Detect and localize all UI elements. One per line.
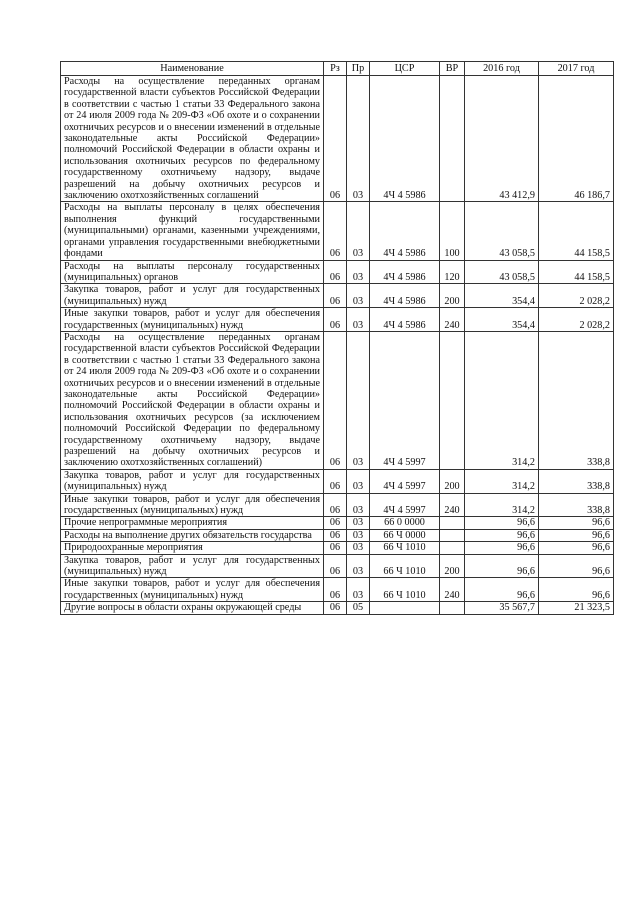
row-2016: 96,6 [465, 578, 539, 602]
row-2017: 338,8 [539, 331, 614, 469]
row-vr: 200 [440, 284, 465, 308]
row-2016: 354,4 [465, 308, 539, 332]
row-rz: 06 [324, 202, 347, 260]
table-row [61, 284, 614, 308]
row-name: Иные закупки товаров, работ и услуг для обеспечения государственных (муниципальных) нужд [61, 578, 324, 602]
row-2017: 96,6 [539, 554, 614, 578]
row-pr: 05 [347, 602, 370, 614]
row-2017: 2 028,2 [539, 284, 614, 308]
row-vr: 120 [440, 260, 465, 284]
row-rz: 06 [324, 469, 347, 493]
row-2016: 96,6 [465, 554, 539, 578]
row-csr: 66 Ч 0000 [370, 529, 440, 541]
header-csr: ЦСР [370, 62, 440, 76]
row-2016: 43 058,5 [465, 202, 539, 260]
row-2017: 44 158,5 [539, 202, 614, 260]
row-vr [440, 331, 465, 469]
row-2017: 96,6 [539, 578, 614, 602]
header-2016: 2016 год [465, 62, 539, 76]
header-vr: ВР [440, 62, 465, 76]
row-2016: 354,4 [465, 284, 539, 308]
table-row [61, 542, 614, 554]
row-2016: 314,2 [465, 469, 539, 493]
row-vr: 240 [440, 308, 465, 332]
row-csr: 4Ч 4 5986 [370, 308, 440, 332]
row-vr [440, 542, 465, 554]
row-vr [440, 517, 465, 529]
row-vr [440, 529, 465, 541]
row-name: Закупка товаров, работ и услуг для государственных (муниципальных) нужд [61, 284, 324, 308]
row-2016: 96,6 [465, 542, 539, 554]
row-pr: 03 [347, 493, 370, 517]
row-2017: 96,6 [539, 542, 614, 554]
table-row [61, 331, 614, 469]
row-rz: 06 [324, 284, 347, 308]
row-2016: 96,6 [465, 517, 539, 529]
row-pr: 03 [347, 517, 370, 529]
row-name: Расходы на выплаты персоналу государственных (муниципальных) органов [61, 260, 324, 284]
row-csr: 4Ч 4 5997 [370, 331, 440, 469]
row-pr: 03 [347, 542, 370, 554]
row-2016: 35 567,7 [465, 602, 539, 614]
row-name: Другие вопросы в области охраны окружающей среды [61, 602, 324, 614]
row-2016: 43 058,5 [465, 260, 539, 284]
row-csr: 4Ч 4 5986 [370, 260, 440, 284]
row-rz: 06 [324, 517, 347, 529]
row-name: Природоохранные мероприятия [61, 542, 324, 554]
row-csr: 4Ч 4 5986 [370, 76, 440, 202]
row-name: Расходы на осуществление переданных органам государственной власти субъектов Российской Федерации в соответствии с частью 1 статьи 33 Федерального закона от 24 июля 2009 года № 209-ФЗ «Об охоте и о сохранении охотничьих ресурсов и о внесении изменений в отдельные законодательные акты Российской Федерации» полномочий Российской Федерации в области охраны и использования охотничьих ресурсов (за исключением полномочий Российской Федерации по федеральному государственному охотничьему надзору, выдаче разрешений на добычу охотничьих ресурсов и заключению охотхозяйственных соглашений) [61, 331, 324, 469]
table-row [61, 578, 614, 602]
row-pr: 03 [347, 578, 370, 602]
row-2016: 96,6 [465, 529, 539, 541]
row-pr: 03 [347, 529, 370, 541]
row-pr: 03 [347, 260, 370, 284]
row-rz: 06 [324, 493, 347, 517]
row-pr: 03 [347, 76, 370, 202]
row-2017: 96,6 [539, 517, 614, 529]
header-pr: Пр [347, 62, 370, 76]
row-pr: 03 [347, 469, 370, 493]
row-vr: 200 [440, 554, 465, 578]
row-name: Иные закупки товаров, работ и услуг для обеспечения государственных (муниципальных) нужд [61, 308, 324, 332]
row-vr: 240 [440, 578, 465, 602]
row-vr: 200 [440, 469, 465, 493]
header-2017: 2017 год [539, 62, 614, 76]
row-name: Иные закупки товаров, работ и услуг для обеспечения государственных (муниципальных) нужд [61, 493, 324, 517]
row-pr: 03 [347, 308, 370, 332]
row-rz: 06 [324, 542, 347, 554]
row-name: Расходы на выплаты персоналу в целях обеспечения выполнения функций государственными (муниципальными) органами, казенными учреждениями, органами управления государственными внебюджетными фондами [61, 202, 324, 260]
row-2017: 96,6 [539, 529, 614, 541]
row-2017: 44 158,5 [539, 260, 614, 284]
table-row [61, 529, 614, 541]
row-rz: 06 [324, 331, 347, 469]
row-name: Расходы на осуществление переданных органам государственной власти субъектов Российской Федерации в соответствии с частью 1 статьи 33 Федерального закона от 24 июля 2009 года № 209-ФЗ «Об охоте и о сохранении охотничьих ресурсов и о внесении изменений в отдельные законодательные акты Российской Федерации» полномочий Российской Федерации в области охраны и использования охотничьих ресурсов по федеральному государственному охотничьему надзору, выдаче разрешений на добычу охотничьих ресурсов и заключению охотхозяйственных соглашений [61, 76, 324, 202]
table-row [61, 202, 614, 260]
row-rz: 06 [324, 578, 347, 602]
row-2016: 314,2 [465, 331, 539, 469]
row-vr [440, 76, 465, 202]
row-vr: 100 [440, 202, 465, 260]
table-row [61, 260, 614, 284]
row-csr: 66 0 0000 [370, 517, 440, 529]
table-row [61, 517, 614, 529]
row-name: Прочие непрограммные мероприятия [61, 517, 324, 529]
row-pr: 03 [347, 202, 370, 260]
row-2017: 46 186,7 [539, 76, 614, 202]
table-row [61, 76, 614, 202]
row-vr: 240 [440, 493, 465, 517]
header-name: Наименование [61, 62, 324, 76]
row-rz: 06 [324, 554, 347, 578]
row-csr [370, 602, 440, 614]
row-2017: 338,8 [539, 469, 614, 493]
row-pr: 03 [347, 331, 370, 469]
row-pr: 03 [347, 284, 370, 308]
row-csr: 4Ч 4 5986 [370, 284, 440, 308]
row-csr: 66 Ч 1010 [370, 554, 440, 578]
row-2016: 43 412,9 [465, 76, 539, 202]
row-rz: 06 [324, 529, 347, 541]
row-name: Закупка товаров, работ и услуг для государственных (муниципальных) нужд [61, 554, 324, 578]
row-pr: 03 [347, 554, 370, 578]
row-name: Закупка товаров, работ и услуг для государственных (муниципальных) нужд [61, 469, 324, 493]
row-csr: 4Ч 4 5986 [370, 202, 440, 260]
table-row [61, 469, 614, 493]
row-rz: 06 [324, 602, 347, 614]
row-csr: 66 Ч 1010 [370, 578, 440, 602]
row-2017: 2 028,2 [539, 308, 614, 332]
row-csr: 4Ч 4 5997 [370, 469, 440, 493]
row-name: Расходы на выполнение других обязательств государства [61, 529, 324, 541]
row-rz: 06 [324, 260, 347, 284]
row-2016: 314,2 [465, 493, 539, 517]
table-row [61, 602, 614, 614]
table-row [61, 493, 614, 517]
header-row [61, 62, 614, 76]
row-2017: 21 323,5 [539, 602, 614, 614]
row-csr: 4Ч 4 5997 [370, 493, 440, 517]
table-row [61, 554, 614, 578]
row-2017: 338,8 [539, 493, 614, 517]
row-csr: 66 Ч 1010 [370, 542, 440, 554]
row-vr [440, 602, 465, 614]
row-rz: 06 [324, 76, 347, 202]
table-row [61, 308, 614, 332]
row-rz: 06 [324, 308, 347, 332]
budget-table [60, 61, 614, 615]
header-rz: Рз [324, 62, 347, 76]
